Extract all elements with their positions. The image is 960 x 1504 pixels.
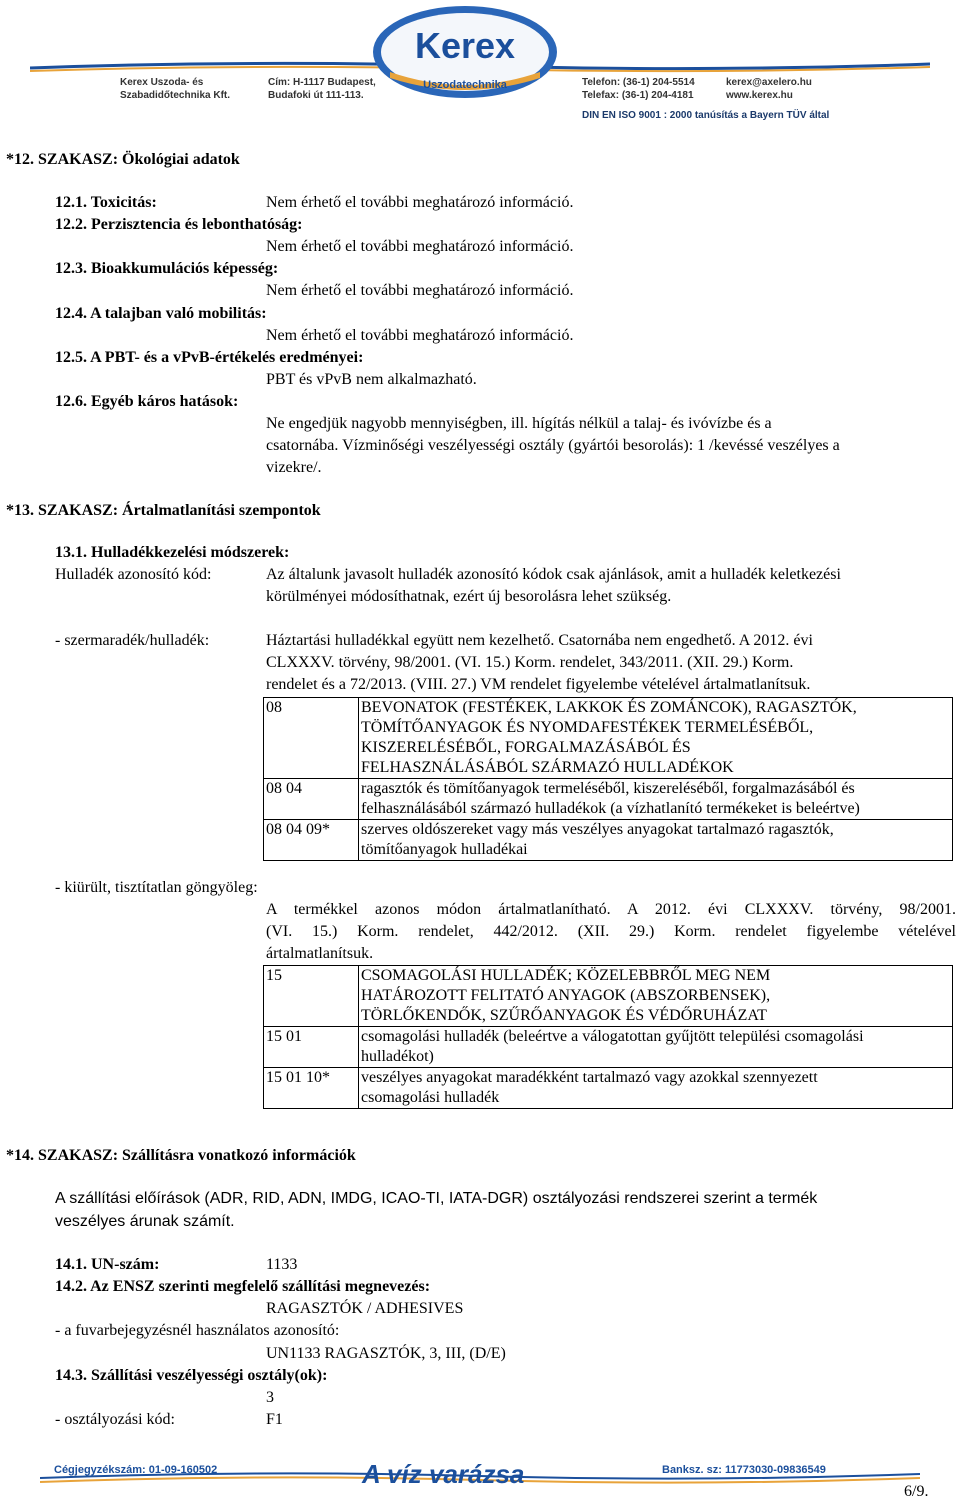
waste-code-cell: 15 [264,966,359,1027]
kerex-logo [370,2,560,100]
hazard-class-value: 3 [266,1389,274,1406]
header-phone: Telefon: (36-1) 204-5514 Telefax: (36-1) 204-4181 [582,77,695,101]
s12-bioaccumulation-value: Nem érhető el további meghatározó információ. [266,282,574,299]
logo-subtitle: Uszodatechnika [423,79,507,91]
packaging-line-1: A termékkel azonos módon ártalmatlanítható. A 2012. évi CLXXXV. törvény, 98/2001. [266,901,956,918]
waste-code-text-line-2: körülményei módosíthatnak, ezért új besorolásra lehet szükség. [266,588,672,605]
s13-subheading: 13.1. Hulladékkezelési módszerek: [55,544,290,561]
waybill-value: UN1133 RAGASZTÓK, 3, III, (D/E) [266,1345,506,1362]
waste-description-cell: ragasztók és tömítőanyagok termeléséből, kiszereléséből, forgalmazásából és felhasználásából származó hulladékok (a vízhatlanító termékeket is beleértve) [359,779,953,820]
footer-slogan: A víz varázsa [362,1459,525,1489]
hazard-class-label: 14.3. Szállítási veszélyességi osztály(ok): [55,1367,328,1384]
waste-code-cell: 08 04 09* [264,820,359,861]
table-row [264,820,953,861]
header-company: Kerex Uszoda- és Szabadidőtechnika Kft. [120,77,231,101]
waste-code-table-residue [263,697,953,861]
table-row [264,698,953,779]
iso-certification: DIN EN ISO 9001 : 2000 tanúsítás a Bayern TÜV által [582,110,830,121]
waste-description-cell: veszélyes anyagokat maradékként tartalmazó vagy azokkal szennyezett csomagolási hulladék [359,1068,953,1109]
waste-code-cell: 15 01 10* [264,1068,359,1109]
waste-code-cell: 08 [264,698,359,779]
un-number-label: 14.1. UN-szám: [55,1256,160,1273]
waste-description-cell: csomagolási hulladék (beleértve a válogatottan gyűjtött települési csomagolási hulladékot) [359,1027,953,1068]
shipping-name-label: 14.2. Az ENSZ szerinti megfelelő szállítási megnevezés: [55,1278,431,1295]
table-row [264,1027,953,1068]
bank-account: Banksz. sz: 11773030-09836549 [662,1464,826,1476]
table-row [264,966,953,1027]
packaging-line-2: (VI. 15.) Korm. rendelet, 442/2012. (XII. 29.) Korm. rendelet figyelembe vételével [266,923,956,940]
shipping-name-value: RAGASZTÓK / ADHESIVES [266,1300,464,1317]
s12-bioaccumulation-label: 12.3. Bioakkumulációs képesség: [55,260,279,277]
waste-code-cell: 08 04 [264,779,359,820]
s12-toxicity-label: 12.1. Toxicitás: [55,194,157,211]
s12-mobility-label: 12.4. A talajban való mobilitás: [55,305,267,322]
table-row [264,779,953,820]
s12-other-effects-line-2: csatornába. Vízminőségi veszélyességi osztály (gyártói besorolás): 1 /kevéssé veszélyes a [266,437,840,454]
waste-code-table-packaging [263,965,953,1109]
un-number-value: 1133 [266,1256,298,1273]
s12-mobility-value: Nem érhető el további meghatározó információ. [266,327,574,344]
section-13-heading: *13. SZAKASZ: Ártalmatlanítási szempontok [6,502,321,519]
s12-toxicity-value: Nem érhető el további meghatározó információ. [266,194,574,211]
s12-other-effects-line-1: Ne engedjük nagyobb mennyiségben, ill. hígítás nélkül a talaj- és ivóvízbe és a [266,415,772,432]
waste-description-cell: szerves oldószereket vagy más veszélyes anyagokat tartalmazó ragasztók, tömítőanyagok hulladékai [359,820,953,861]
s12-pbt-value: PBT és vPvB nem alkalmazható. [266,371,477,388]
residue-label: - szermaradék/hulladék: [55,632,210,649]
section-12-heading: *12. SZAKASZ: Ökológiai adatok [6,151,240,168]
s12-other-effects-label: 12.6. Egyéb káros hatások: [55,393,239,410]
waste-description-cell: BEVONATOK (FESTÉKEK, LAKKOK ÉS ZOMÁNCOK), RAGASZTÓK, TÖMÍTŐANYAGOK ÉS NYOMDAFESTÉKEK TERMELÉSÉBŐL, KISZERELÉSÉBŐL, FORGALMAZÁSÁBÓL ÉS FELHASZNÁLÁSÁBÓL SZÁRMAZÓ HULLADÉKOK [359,698,953,779]
s14-intro-line-2: veszélyes árunak számít. [55,1213,235,1230]
s12-persistence-value: Nem érhető el további meghatározó információ. [266,238,574,255]
packaging-line-3: ártalmatlanítsuk. [266,945,374,962]
s14-intro-line-1: A szállítási előírások (ADR, RID, ADN, IMDG, ICAO-TI, IATA-DGR) osztályozási rendszerei szerint a termék [55,1190,818,1207]
classification-code-value: F1 [266,1411,283,1428]
waste-code-text-line-1: Az általunk javasolt hulladék azonosító kódok csak ajánlások, amit a hulladék keletkezési [266,566,841,583]
waybill-label: - a fuvarbejegyzésnél használatos azonosító: [55,1322,340,1339]
waste-code-cell: 15 01 [264,1027,359,1068]
table-row [264,1068,953,1109]
s12-other-effects-line-3: vizekre/. [266,459,322,476]
classification-code-label: - osztályozási kód: [55,1411,175,1428]
header-address: Cím: H-1117 Budapest, Budafoki út 111-113. [268,77,376,101]
header-web: kerex@axelero.hu www.kerex.hu [726,77,812,101]
s12-persistence-label: 12.2. Perzisztencia és lebonthatóság: [55,216,303,233]
residue-line-2: CLXXXV. törvény, 98/2001. (VI. 15.) Korm. rendelet, 343/2011. (XII. 29.) Korm. [266,654,794,671]
residue-line-3: rendelet és a 72/2013. (VIII. 27.) VM rendelet figyelembe vételével ártalmatlanítsuk. [266,676,811,693]
packaging-label: - kiürült, tisztítatlan göngyöleg: [55,879,258,896]
waste-description-cell: CSOMAGOLÁSI HULLADÉK; KÖZELEBBRŐL MEG NEM HATÁROZOTT FELITATÓ ANYAGOK (ABSZORBENSEK), TÖRLŐKENDŐK, SZŰRŐANYAGOK ÉS VÉDŐRUHÁZAT [359,966,953,1027]
logo-text: Kerex [414,25,516,66]
section-14-heading: *14. SZAKASZ: Szállításra vonatkozó információk [6,1147,356,1164]
s12-pbt-label: 12.5. A PBT- és a vPvB-értékelés eredményei: [55,349,364,366]
company-registration: Cégjegyzékszám: 01-09-160502 [54,1464,218,1476]
waste-code-label: Hulladék azonosító kód: [55,566,212,583]
residue-line-1: Háztartási hulladékkal együtt nem kezelhető. Csatornába nem engedhető. A 2012. évi [266,632,813,649]
page-number: 6/9. [904,1483,929,1500]
